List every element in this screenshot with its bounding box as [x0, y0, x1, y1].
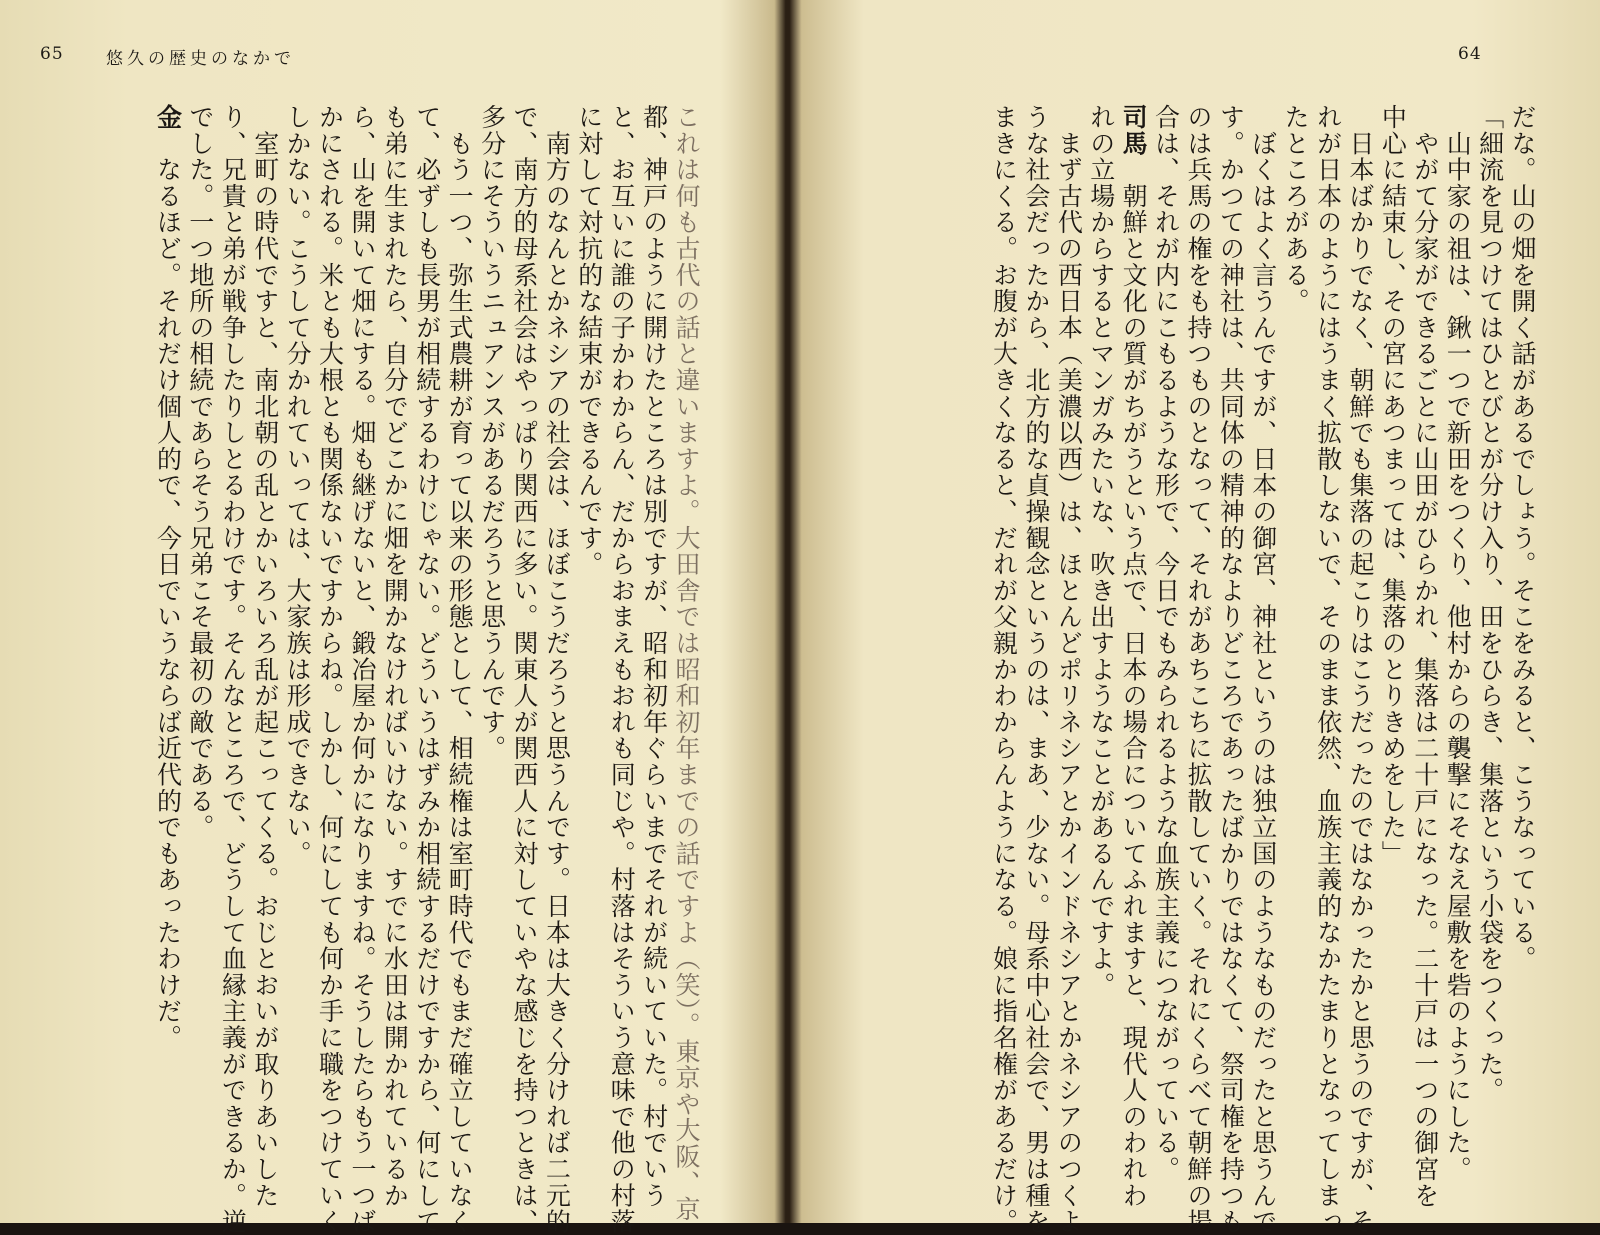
speaker-label-kim: 金: [153, 104, 183, 131]
text-line: 多分にそういうニュアンスがあるだろうと思うんです。: [477, 104, 507, 762]
speaker-line: なるほど。それだけ個人的で、今日でいうならば近代的でもあったわけだ。: [153, 156, 183, 1051]
text-line: まきにくる。お腹が大きくなると、だれが父親かわからんようになる。娘に指名権があるだけ。: [989, 104, 1019, 1235]
text-line: れの立場からするとマンガみたいな、吹き出すようなことがあるんですよ。: [1086, 104, 1116, 999]
text-line: 南方のなんとかネシアの社会は、ほぼこうだろうと思うんです。日本は大きく分ければ二元的: [542, 130, 572, 1235]
running-title: 悠久の歴史のなかで: [106, 49, 295, 69]
text-line: だな。山の畑を開く話があるでしょう。そこをみると、こうなっている。: [1508, 104, 1537, 972]
text-line: 日本ばかりでなく、朝鮮でも集落の起こりはこうだったのではなかったかと思うのですが、そ: [1345, 130, 1375, 1235]
text-line: ぼくはよく言うんですが、日本の御宮、神社というのは独立国のようなものだったと思うんで: [1248, 130, 1278, 1235]
text-line: ら、山を開いて畑にする。畑も継げないと、鍛冶屋か何かになりますね。そうしたらもう一つば: [347, 104, 377, 1235]
text-line: り、兄貴と弟が戦争したりしとるわけです。そんなところで、どうして血縁主義ができるか。逆: [218, 104, 248, 1235]
text-line: しかない。こうして分かれていっては、大家族は形成できない。: [283, 104, 313, 867]
page-number-right: 64: [1458, 44, 1482, 64]
text-line: 室町の時代ですと、南北朝の乱とかいろいろ乱が起こってくる。おじとおいが取りあいした: [250, 130, 280, 1209]
speaker-label-shiba: 司馬: [1119, 104, 1149, 157]
text-line: うな社会だったから、北方的な貞操観念というのは、まあ、少ない。母系中心社会で、男は種を: [1021, 104, 1051, 1235]
text-line: と、お互いに誰の子かわからん、だからおまえもおれも同じや。村落はそういう意味で他の村落: [607, 104, 637, 1235]
text-line: 都、神戸のように開けたところは別ですが、昭和初年ぐらいまでそれが続いていた。村でいう: [639, 104, 669, 1209]
left-page: [0, 0, 782, 1235]
text-line: れが日本のようにはうまく拡散しないで、そのまま依然、血族主義的なかたまりとなってしまっ: [1313, 104, 1343, 1235]
text-line: もう一つ、弥生式農耕が育って以来の形態として、相続権は室町時代でもまだ確立していなく: [445, 130, 475, 1235]
quote-line: 中心に結束し、その宮にあつまっては、集落のとりきめをした」: [1378, 104, 1408, 867]
right-page: [790, 0, 1600, 1235]
quote-line: 山中家の祖は、鍬一つで新田をつくり、他村からの襲撃にそなえ屋敷を砦のようにした。: [1443, 130, 1473, 1183]
text-line: かにされる。米とも大根とも関係ないですからね。しかし、何にしても何か手に職をつけていく: [315, 104, 345, 1235]
text-line: も弟に生まれたら、自分でどこかに畑を開かなければいけない。すでに水田は開かれているか: [380, 104, 410, 1209]
quote-line: 「細流を見つけてはひとびとが分け入り、田をひらき、集落という小袋をつくった。: [1475, 104, 1505, 1104]
left-page-body: [38, 104, 702, 1235]
right-page-body: [854, 104, 1538, 1235]
text-line: まず古代の西日本（美濃以西）は、ほとんどポリネシアとかインドネシアとかネシアのつくよ: [1054, 130, 1084, 1235]
quote-line: やがて分家ができるごとに山田がひらかれ、集落は二十戸になった。二十戸は一つの御宮を: [1410, 130, 1440, 1209]
text-line: たところがある。: [1281, 104, 1311, 315]
text-line: 合は、それが内にこもるような形で、今日でもみられるような血族主義につながっている。: [1151, 104, 1181, 1183]
text-line: のは兵馬の権をも持つものとなって、それがあちこちに拡散していく。それにくらべて朝鮮の場: [1183, 104, 1213, 1235]
text-line: に対して対抗的な結束ができるんです。: [574, 104, 604, 578]
text-line: て、必ずしも長男が相続するわけじゃない。どういうはずみか相続するだけですから、何にして: [412, 104, 442, 1235]
faded-lead-line: これは何も古代の話と違いますよ。大田舎では昭和初年までの話ですよ（笑）。東京や大阪、京: [672, 104, 701, 1223]
text-line: で、南方的母系社会はやっぱり関西に多い。関東人が関西人に対していやな感じを持つときは、: [509, 104, 539, 1235]
text-line: でした。一つ地所の相続であらそう兄弟こそ最初の敵である。: [185, 104, 215, 841]
page-number-left: 65: [40, 44, 64, 64]
speaker-line: 朝鮮と文化の質がちがうという点で、日本の場合についてふれますと、現代人のわれわ: [1119, 182, 1149, 1209]
text-line: す。かつての神社は、共同体の精神的なよりどころであったばかりではなくて、祭司権を持つも: [1216, 104, 1246, 1235]
